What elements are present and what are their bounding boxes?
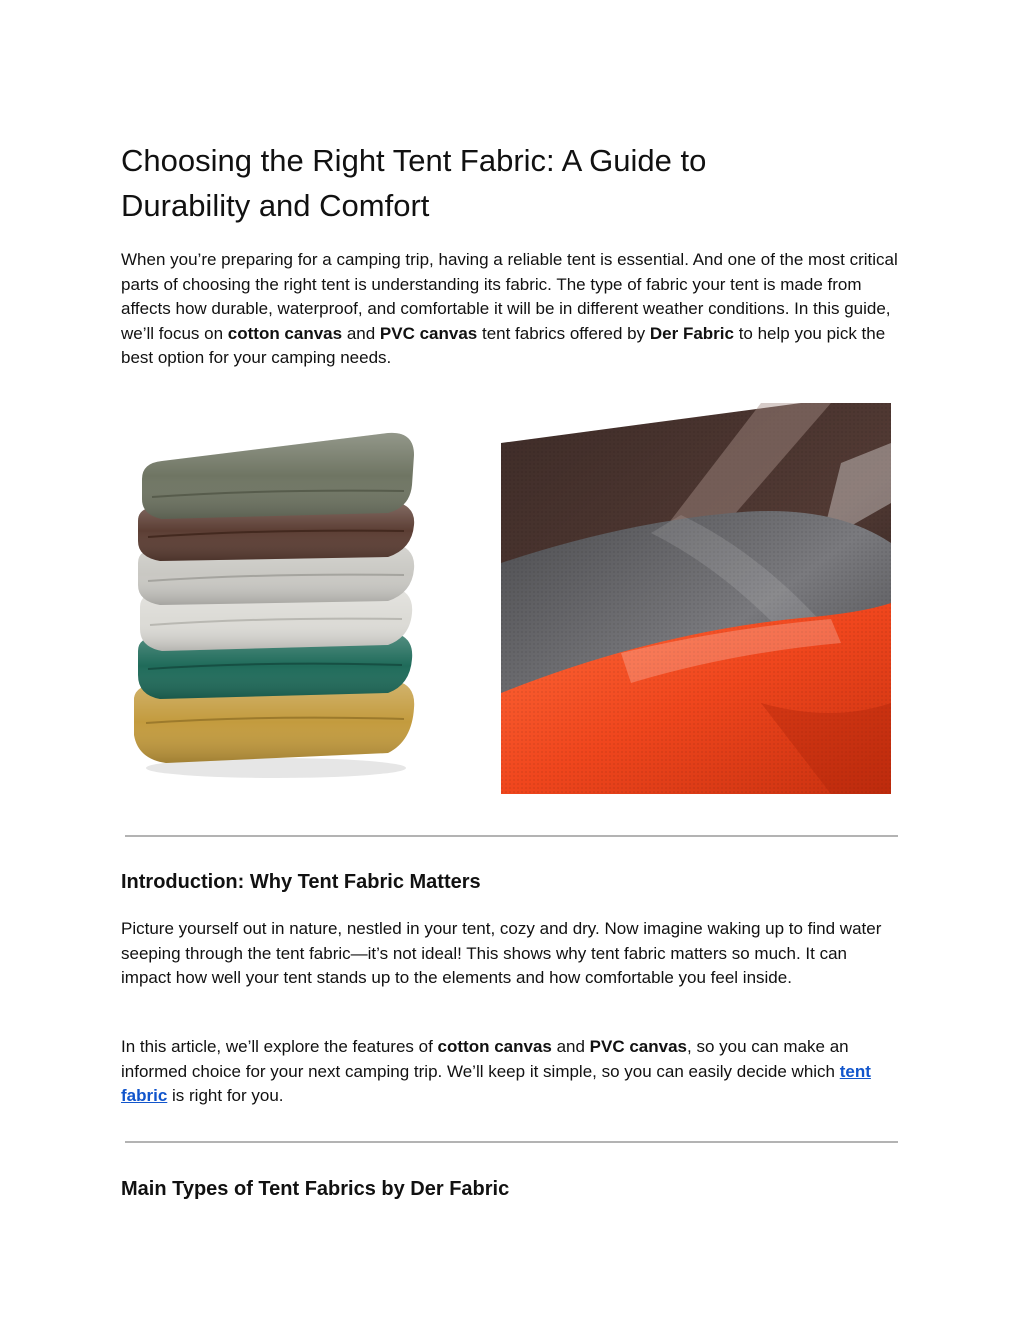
para2-text-2: and xyxy=(551,1037,590,1056)
intro-text-1: When you’re preparing for a camping trip, having a reliable tent is essential. And one of the most critical parts of choosing the right tent is understanding its fabric. The type of fabric your tent is made from affects how durable, waterproof, and comfortable it will be in different weather conditions. In this guide, we’ll focus on xyxy=(121,250,898,343)
para2-bold-cotton: cotton canvas xyxy=(437,1037,552,1056)
intro-text-2: and xyxy=(342,323,380,343)
section1-paragraph-2 xyxy=(121,1035,901,1109)
section-heading-main-types: Main Types of Tent Fabrics by Der Fabric xyxy=(121,1178,510,1200)
para2-bold-pvc: PVC canvas xyxy=(589,1037,688,1056)
page-title: Choosing the Right Tent Fabric: A Guide to Durability and Comfort xyxy=(121,143,707,223)
para2-text-3: , so you can make an informed choice for your next camping trip. We’ll keep it simple, so you can easily decide which xyxy=(121,1037,849,1081)
section-heading-introduction: Introduction: Why Tent Fabric Matters xyxy=(121,871,481,893)
intro-text-4: to help you pick the best option for your camping needs. xyxy=(121,323,886,367)
cotton-canvas-stack-image xyxy=(126,423,426,783)
para2-text-1: In this article, we’ll explore the features of xyxy=(121,1037,438,1056)
para2-text-4: is right for you. xyxy=(167,1086,284,1105)
intro-bold-pvc: PVC canvas xyxy=(379,323,478,343)
section1-paragraph-1: Picture yourself out in nature, nestled in your tent, cozy and dry. Now imagine waking up to find water seeping through the tent fabric—it’s not ideal! This shows why tent fabric matters so much. It can impact how well your tent stands up to the elements and how comfortable you feel inside. xyxy=(121,919,882,987)
tent-fabric-link[interactable]: tent fabric xyxy=(121,1061,871,1105)
intro-bold-brand: Der Fabric xyxy=(649,323,734,343)
intro-bold-cotton: cotton canvas xyxy=(227,323,343,343)
horizontal-rule xyxy=(125,835,898,837)
pvc-canvas-rolls-image xyxy=(501,403,891,794)
intro-paragraph xyxy=(121,248,901,371)
intro-text-3: tent fabrics offered by xyxy=(477,323,650,343)
horizontal-rule xyxy=(125,1141,898,1143)
